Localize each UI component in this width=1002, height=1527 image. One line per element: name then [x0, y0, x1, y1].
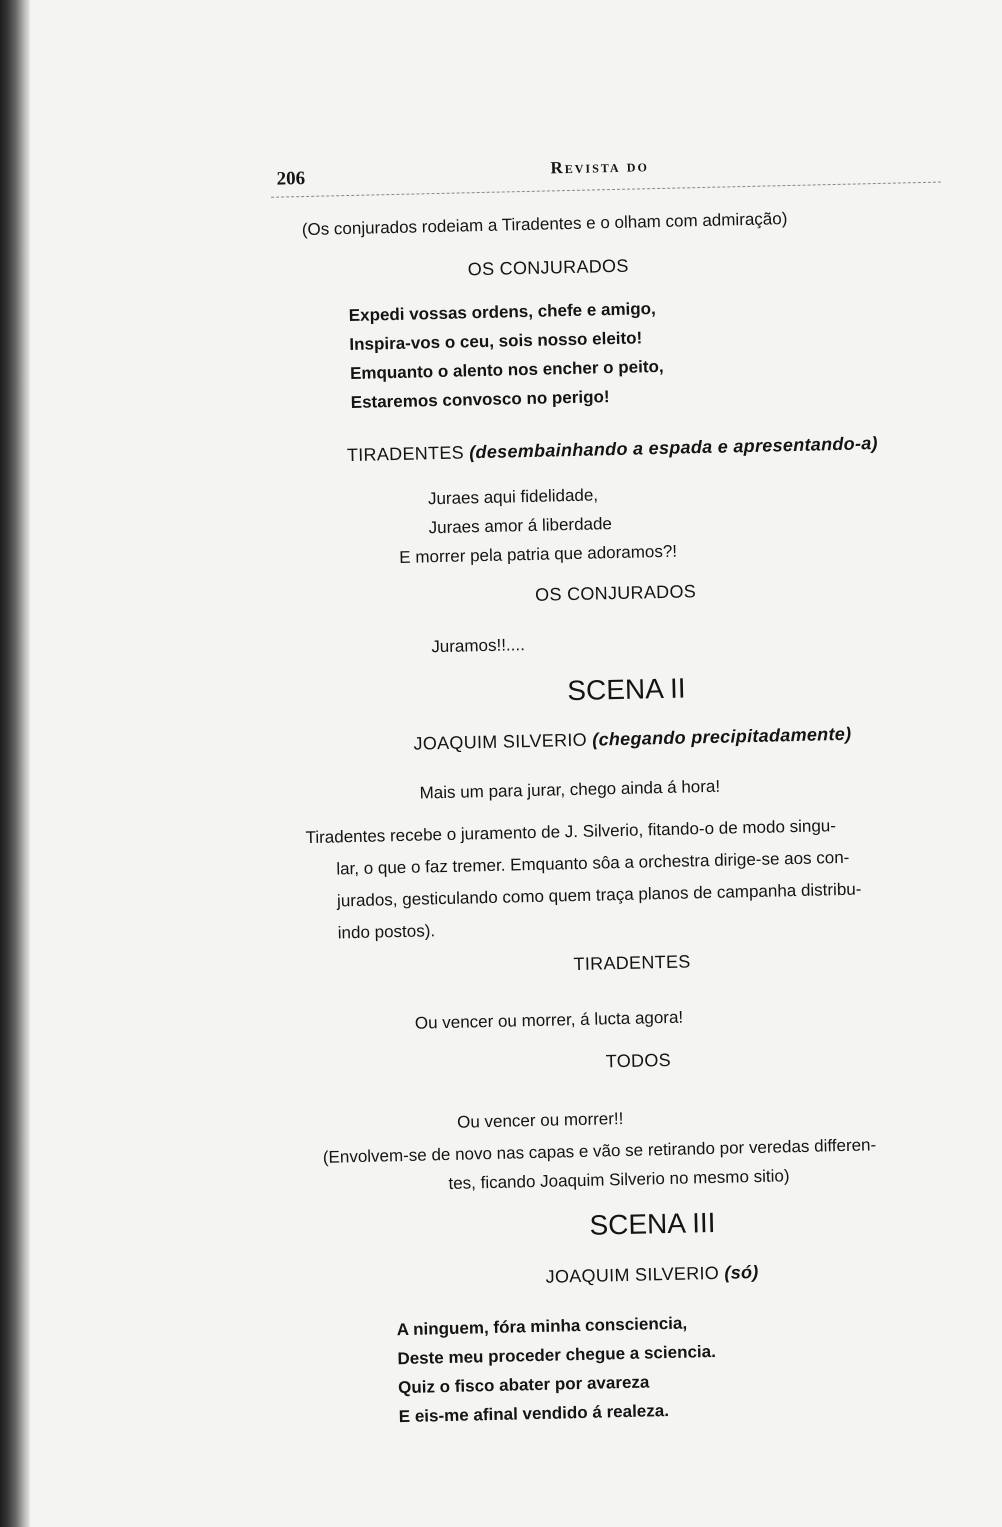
speaker-os-conjurados: OS CONJURADOS — [534, 581, 697, 605]
stage-paragraph-line: jurados, gesticulando como quem traça planos de campanha distribu- — [336, 879, 862, 911]
header-rule — [271, 182, 941, 198]
book-page — [260, 134, 980, 1499]
verse-line: Expedi vossas ordens, chefe e amigo, — [348, 299, 656, 326]
scene-heading: SCENA II — [566, 672, 686, 707]
speaker-joaquim-silverio — [413, 723, 851, 756]
stage-paragraph-line: lar, o que o faz tremer. Emquanto sôa a orchestra dirige-se aos con- — [336, 847, 850, 879]
stage-direction-exit: (Envolvem-se de novo nas capas e vão se retirando por veredas differen- — [322, 1135, 877, 1167]
speaker-tiradentes — [347, 432, 878, 467]
page-number: 206 — [276, 167, 306, 190]
dialogue-line: Ou vencer ou morrer!! — [456, 1109, 624, 1132]
stage-paragraph-line: Tiradentes recebe o juramento de J. Silverio, fitando-o de modo singu- — [305, 816, 837, 848]
speaker-todos: TODOS — [605, 1049, 672, 1072]
reply-line: Juramos!!.... — [431, 635, 526, 657]
speaker-name: JOAQUIM SILVERIO — [545, 1262, 720, 1287]
verse-line: Inspira-vos o ceu, sois nosso eleito! — [349, 328, 643, 355]
stage-paragraph-line: indo postos). — [337, 921, 436, 943]
verse-line: Quiz o fisco abater por avareza — [397, 1372, 650, 1398]
verse-line: Juraes aqui fidelidade, — [427, 485, 599, 509]
speaker-tiradentes: TIRADENTES — [573, 951, 691, 975]
speaker-joaquim-silverio — [545, 1261, 758, 1289]
stage-direction-inline: (desembainhando a espada e apresentando-a) — [469, 433, 879, 463]
speaker-os-conjurados: OS CONJURADOS — [467, 255, 629, 280]
scene-heading: SCENA III — [589, 1206, 716, 1241]
book-binding-edge — [0, 0, 30, 1527]
dialogue-line: Mais um para jurar, chego ainda á hora! — [419, 776, 721, 803]
verse-line: A ninguem, fóra minha consciencia, — [396, 1313, 688, 1340]
verse-line: Emquanto o alento nos encher o peito, — [349, 356, 664, 384]
verse-line: Juraes amor á liberdade — [428, 514, 613, 538]
speaker-name: TIRADENTES — [346, 442, 465, 466]
speaker-name: JOAQUIM SILVERIO — [413, 729, 588, 754]
stage-direction-exit: tes, ficando Joaquim Silverio no mesmo sitio) — [448, 1166, 790, 1193]
stage-direction-inline: (só) — [724, 1261, 759, 1283]
verse-line: Deste meu proceder chegue a sciencia. — [397, 1341, 717, 1369]
verse-line: E eis-me afinal vendido á realeza. — [398, 1401, 670, 1427]
running-header: Revista do — [550, 156, 649, 178]
stage-direction-inline: (chegando precipitadamente) — [592, 723, 852, 750]
verse-line: Estaremos convosco no perigo! — [350, 387, 610, 413]
verse-line: E morrer pela patria que adoramos?! — [399, 541, 678, 567]
dialogue-line: Ou vencer ou morrer, á lucta agora! — [414, 1007, 684, 1033]
stage-direction-intro: (Os conjurados rodeiam a Tiradentes e o olham com admiração) — [301, 209, 788, 240]
